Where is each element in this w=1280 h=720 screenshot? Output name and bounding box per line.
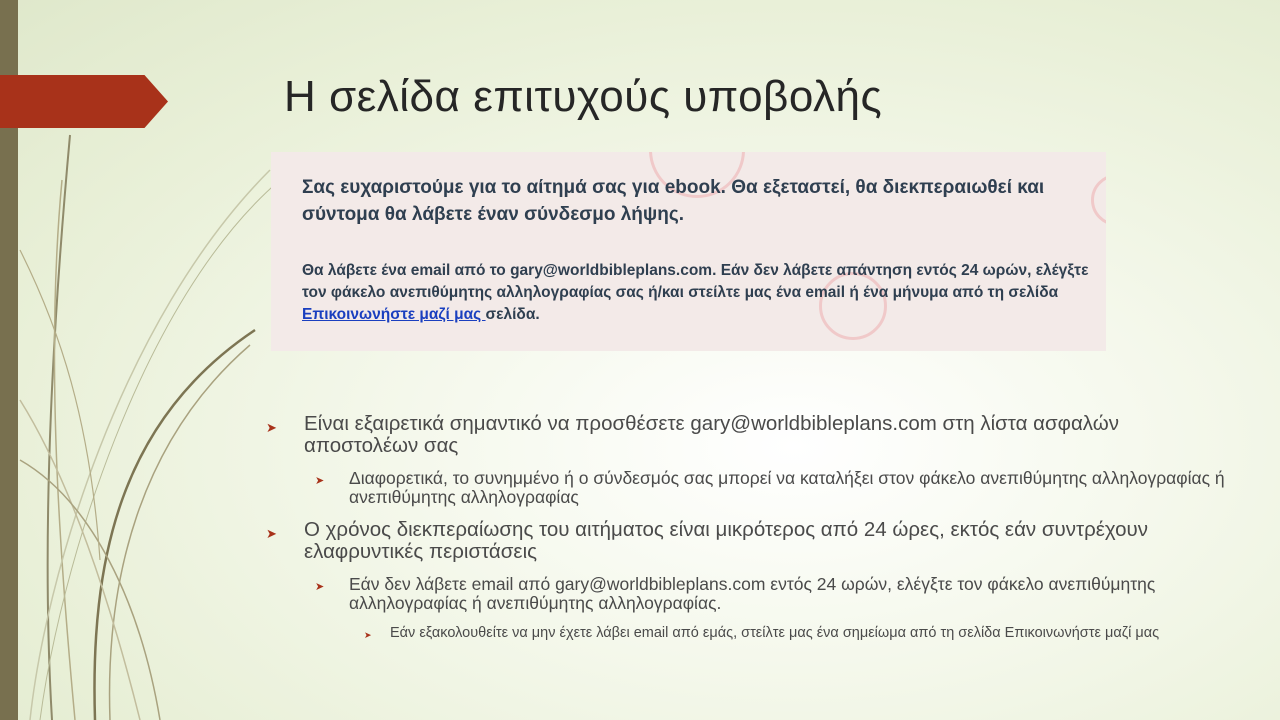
bullet-item xyxy=(266,413,1226,457)
bullet-arrow-icon: ➤ xyxy=(315,581,325,593)
slide-title: Η σελίδα επιτυχούς υποβολής xyxy=(284,72,883,121)
instructions-text: Θα λάβετε ένα email από το gary@worldbibleplans.com. Εάν δεν λάβετε απάντηση εντός 24 ωρών, ελέγξτε τον φάκελο ανεπιθύμητης αλληλογραφίας σας ή/και στείλτε μας ένα email ή ένα μήνυμα από τη σελίδα xyxy=(302,262,1089,301)
instructions-text-end: σελίδα. xyxy=(485,306,540,323)
bullet-text: Διαφορετικά, το συνημμένο ή ο σύνδεσμός σας μπορεί να καταλήξει στον φάκελο ανεπιθύμητης αλληλογραφίας ή ανεπιθύμητης αλληλογραφίας xyxy=(349,468,1225,507)
bullet-item xyxy=(266,575,1226,613)
bullet-arrow-icon: ➤ xyxy=(266,526,277,541)
bullet-text: Εάν δεν λάβετε email από gary@worldbibleplans.com εντός 24 ωρών, ελέγξτε τον φάκελο ανεπιθύμητης αλληλογραφίας ή ανεπιθύμητης αλληλογραφίας. xyxy=(349,574,1156,613)
bullet-item xyxy=(266,519,1226,563)
bullet-arrow-icon: ➤ xyxy=(266,420,277,435)
bullet-arrow-icon: ➤ xyxy=(364,630,372,640)
bullet-item xyxy=(266,469,1226,507)
contact-us-link[interactable]: Επικοινωνήστε μαζί μας xyxy=(302,306,486,323)
bullet-arrow-icon: ➤ xyxy=(315,475,325,487)
bullet-text: Είναι εξαιρετικά σημαντικό να προσθέσετε gary@worldbibleplans.com στη λίστα ασφαλών αποστολέων σας xyxy=(304,412,1120,457)
bullet-text: Ο χρόνος διεκπεραίωσης του αιτήματος είναι μικρότερος από 24 ώρες, εκτός εάν συντρέχουν ελαφρυντικές περιστάσεις xyxy=(304,518,1148,563)
email-instructions xyxy=(302,260,1092,326)
bullet-text: Εάν εξακολουθείτε να μην έχετε λάβει email από εμάς, στείλτε μας ένα σημείωμα από τη σελίδα Επικοινωνήστε μαζί μας xyxy=(390,625,1160,641)
title-arrow-shape xyxy=(0,75,168,128)
success-page-screenshot xyxy=(271,152,1106,351)
bullet-item xyxy=(266,625,1226,642)
bullet-list xyxy=(266,413,1226,650)
decorative-circle xyxy=(1091,174,1106,226)
thank-you-heading: Σας ευχαριστούμε για το αίτημά σας για ebook. Θα εξεταστεί, θα διεκπεραιωθεί και σύντομα θα λάβετε έναν σύνδεσμο λήψης. xyxy=(302,177,1045,225)
